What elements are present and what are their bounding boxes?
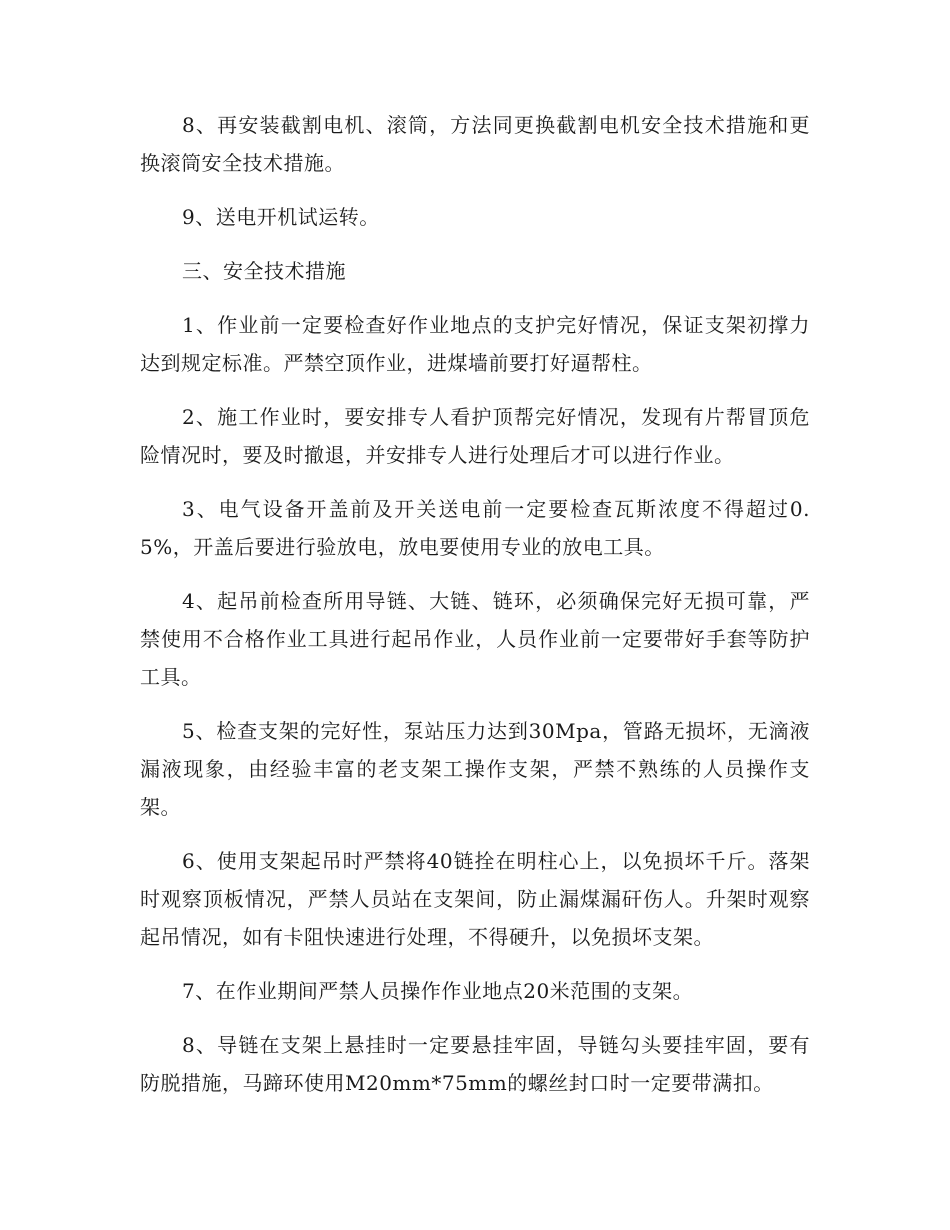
paragraph-safety-7: 7、在作业期间严禁人员操作作业地点20米范围的支架。 xyxy=(182,979,694,1003)
paragraph-safety-2: 2、施工作业时，要安排专人看护顶帮完好情况，发现有片帮冒顶危险情况时，要及时撤退，并安排专人进行处理后才可以进行作业。 xyxy=(140,405,810,467)
paragraph-safety-5: 5、检查支架的完好性，泵站压力达到30Mpa，管路无损坏，无滴液漏液现象，由经验丰富的老支架工操作支架，严禁不熟练的人员操作支架。 xyxy=(140,719,810,819)
paragraph-step-9-test-run: 9、送电开机试运转。 xyxy=(182,205,380,229)
document-body xyxy=(140,106,810,1118)
paragraph-safety-8: 8、导链在支架上悬挂时一定要悬挂牢固，导链勾头要挂牢固，要有防脱措施，马蹄环使用M20mm*75mm的螺丝封口时一定要带满扣。 xyxy=(140,1033,810,1095)
paragraph-safety-3: 3、电气设备开盖前及开关送电前一定要检查瓦斯浓度不得超过0.5%，开盖后要进行验放电，放电要使用专业的放电工具。 xyxy=(140,497,810,559)
section-heading-safety-measures: 三、安全技术措施 xyxy=(182,259,346,283)
paragraph-step-8-install: 8、再安装截割电机、滚筒，方法同更换截割电机安全技术措施和更换滚筒安全技术措施。 xyxy=(140,113,810,175)
paragraph-safety-1: 1、作业前一定要检查好作业地点的支护完好情况，保证支架初撑力达到规定标准。严禁空顶作业，进煤墙前要打好逼帮柱。 xyxy=(140,313,810,375)
paragraph-safety-4: 4、起吊前检查所用导链、大链、链环，必须确保完好无损可靠，严禁使用不合格作业工具进行起吊作业，人员作业前一定要带好手套等防护工具。 xyxy=(140,589,810,689)
paragraph-safety-6: 6、使用支架起吊时严禁将40链拴在明柱心上，以免损坏千斤。落架时观察顶板情况，严禁人员站在支架间，防止漏煤漏矸伤人。升架时观察起吊情况，如有卡阻快速进行处理，不得硬升，以免损坏支架。 xyxy=(140,849,810,949)
